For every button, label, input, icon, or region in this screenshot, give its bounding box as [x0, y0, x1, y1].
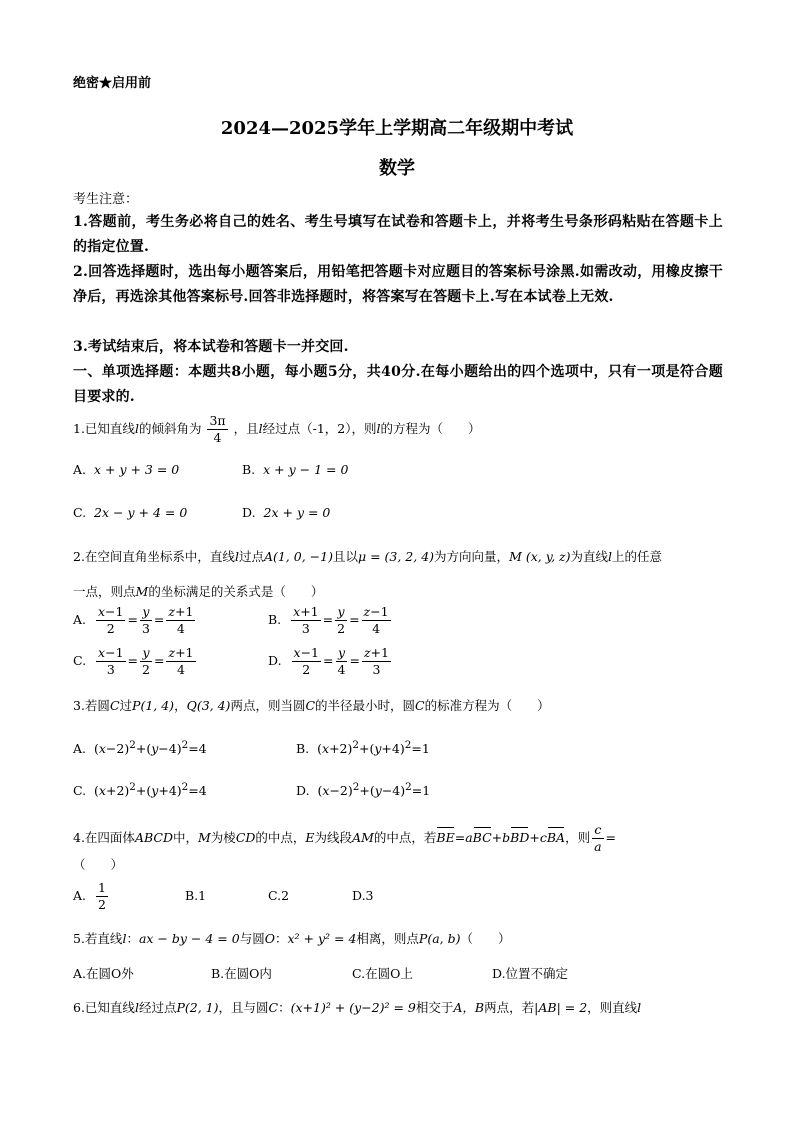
notice-item-1: 1.答题前，考生务必将自己的姓名、考生号填写在试卷和答题卡上，并将考生号条形码粘贴在答题卡上的指定位置. — [73, 214, 723, 255]
question-6-stem: 6.已知直线l经过点P(2, 1)，且与圆C：(x+1)² + (y−2)² = 9相交于A，B两点，若|AB| = 2，则直线l — [73, 1000, 642, 1015]
question-4-option-c[interactable]: C.2 — [268, 888, 290, 903]
section-heading: 一、单项选择题：本题共8小题，每小题5分，共40分.在每小题给出的四个选项中，只有一项是符合题目要求的. — [73, 364, 723, 405]
question-3-stem: 3.若圆C过P(1, 4)，Q(3, 4)两点，则当圆C的半径最小时，圆C的标准方程为（ ） — [73, 698, 550, 713]
question-1-option-d[interactable]: D. 2x + y = 0 — [242, 505, 331, 520]
question-2-option-a[interactable]: A. $\frac{x-1}{2}$ = $\frac{y}{3}$ = $\frac{z+1}{4}$ — [73, 604, 194, 636]
notice-item-3: 3.考试结束后，将本试卷和答题卡一并交回. — [73, 339, 349, 355]
question-5-stem: 5.若直线l：ax − by − 4 = 0与圆O：x² + y² = 4相离，则点P(a, b)（ ） — [73, 931, 511, 946]
question-3-option-a[interactable]: A. $(x-2)^2+(y-4)^2=4$ — [73, 739, 207, 757]
notice-heading: 考生注意： — [73, 192, 139, 207]
question-4-stem: 4.在四面体ABCD中，M为棱CD的中点，E为线段AM的中点，若BE=aBC+bBD+cBA，则 $\frac{c}{a}$ = — [73, 822, 617, 854]
question-5-option-a[interactable]: A.在圆O外 — [73, 966, 134, 981]
question-4-option-d[interactable]: D.3 — [352, 888, 374, 903]
question-2-option-c[interactable]: C. $\frac{x-1}{3}$ = $\frac{y}{2}$ = $\frac{z+1}{4}$ — [73, 645, 194, 677]
question-2-option-d[interactable]: D. $\frac{x-1}{2}$ = $\frac{y}{4}$ = $\frac{z+1}{3}$ — [268, 645, 389, 677]
question-1-option-c[interactable]: C. 2x − y + 4 = 0 — [73, 505, 188, 520]
question-1-stem: 1.已知直线l的倾斜角为 $\frac{3\pi}{4}$ ，且l经过点（-1，2），则l的方程为（ ） — [73, 413, 481, 445]
exam-title: 2024—2025学年上学期高二年级期中考试 — [220, 118, 574, 139]
notice-item-2: 2.回答选择题时，选出每小题答案后，用铅笔把答题卡对应题目的答案标号涂黑.如需改动，用橡皮擦干净后，再选涂其他答案标号.回答非选择题时，将答案写在答题卡上.写在本试卷上无效. — [73, 264, 723, 305]
angle-fraction: $\frac{3\pi}{4}$ — [209, 413, 226, 445]
question-4-option-a[interactable]: A. $\frac{1}{2}$ — [73, 880, 106, 912]
subject-title: 数学 — [379, 158, 415, 179]
question-5-option-d[interactable]: D.位置不确定 — [492, 966, 569, 981]
question-3-option-d[interactable]: D. $(x-2)^2+(y-4)^2=1$ — [296, 781, 431, 799]
question-1-option-a[interactable]: A. x + y + 3 = 0 — [73, 462, 180, 477]
confidential-mark: 绝密★启用前 — [73, 76, 152, 91]
question-5-option-c[interactable]: C.在圆O上 — [352, 966, 413, 981]
question-2-option-b[interactable]: B. $\frac{x+1}{3}$ = $\frac{y}{2}$ = $\frac{z-1}{4}$ — [268, 604, 389, 636]
question-1-option-b[interactable]: B. x + y − 1 = 0 — [242, 462, 349, 477]
question-5-option-b[interactable]: B.在圆O内 — [211, 966, 272, 981]
question-3-option-c[interactable]: C. $(x+2)^2+(y+4)^2=4$ — [73, 781, 207, 799]
question-2-stem: 2.在空间直角坐标系中，直线l过点A(1, 0, −1)且以μ = (3, 2, 4)为方向向量，M (x, y, z)为直线l上的任意 — [73, 549, 663, 564]
question-3-option-b[interactable]: B. $(x+2)^2+(y+4)^2=1$ — [296, 739, 430, 757]
question-4-stem-line2: （ ） — [73, 857, 124, 872]
question-2-stem-line2: 一点，则点M的坐标满足的关系式是（ ） — [73, 584, 324, 599]
question-4-option-b[interactable]: B.1 — [185, 888, 207, 903]
